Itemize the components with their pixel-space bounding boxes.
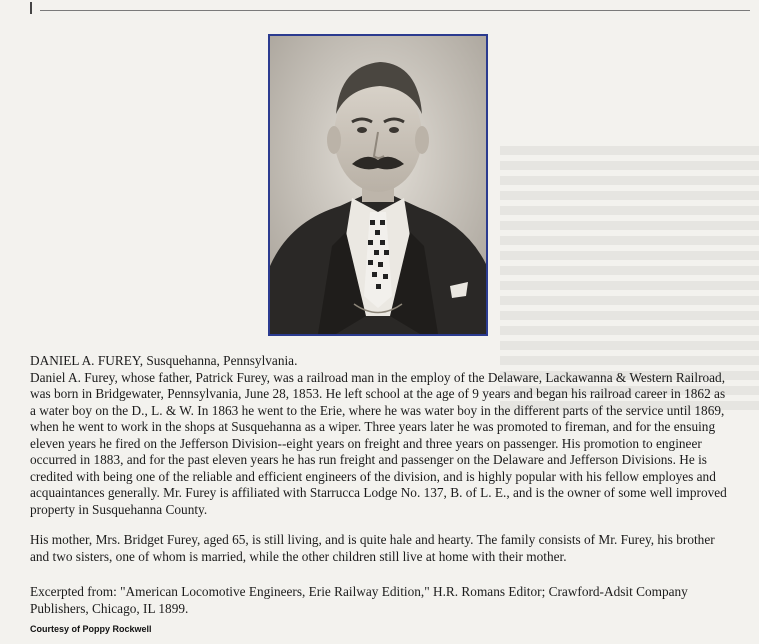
biography-paragraph-1: Daniel A. Furey, whose father, Patrick Furey, was a railroad man in the employ of the Delaware, Lackawanna & Western Railroad, was born in Bridgewater, Pennsylvania, June 28, 1853. He left school at the age of 9 years and began his railroad career in 1862 as a water boy on the D., L. & W. In 1863 he went to the Erie, where he was water boy in the different parts of the service until 1869, when he went to work in the shops at Susquehanna as a wiper. Three years later he was promoted to fireman, and for the ensuing eleven years he fired on the Jefferson Division--eight years on freight and three years on passenger. His promotion to engineer occurred in 1883, and for the past eleven years he has run freight and passenger on the Delaware and Jefferson Divisions. He is credited with being one of the reliable and efficient engineers of the division, and is highly popular with his fellow employes and acquaintances generally. Mr. Furey is affiliated with Starrucca Lodge No. 137, B. of L. E., and is the owner of some well improved property in Susquehanna County. (30, 369, 727, 517)
portrait-caption: DANIEL A. FUREY, Susquehanna, Pennsylvania. (30, 353, 298, 368)
photo-credit: Courtesy of Poppy Rockwell (30, 624, 152, 634)
top-divider (40, 10, 750, 11)
portrait-photo (268, 34, 488, 336)
biography-paragraph-2: His mother, Mrs. Bridget Furey, aged 65, is still living, and is quite hale and hearty. The family consists of Mr. Furey, his brother and two sisters, one of whom is married, while the other children still live at home with their mother. (30, 532, 715, 564)
page-corner-mark (30, 2, 32, 14)
biography-text (30, 353, 730, 565)
source-citation: Excerpted from: "American Locomotive Engineers, Erie Railway Edition," H.R. Romans Editor; Crawford-Adsit Company Publishers, Chicago, IL 1899. (30, 584, 688, 616)
portrait-illustration (270, 36, 486, 334)
